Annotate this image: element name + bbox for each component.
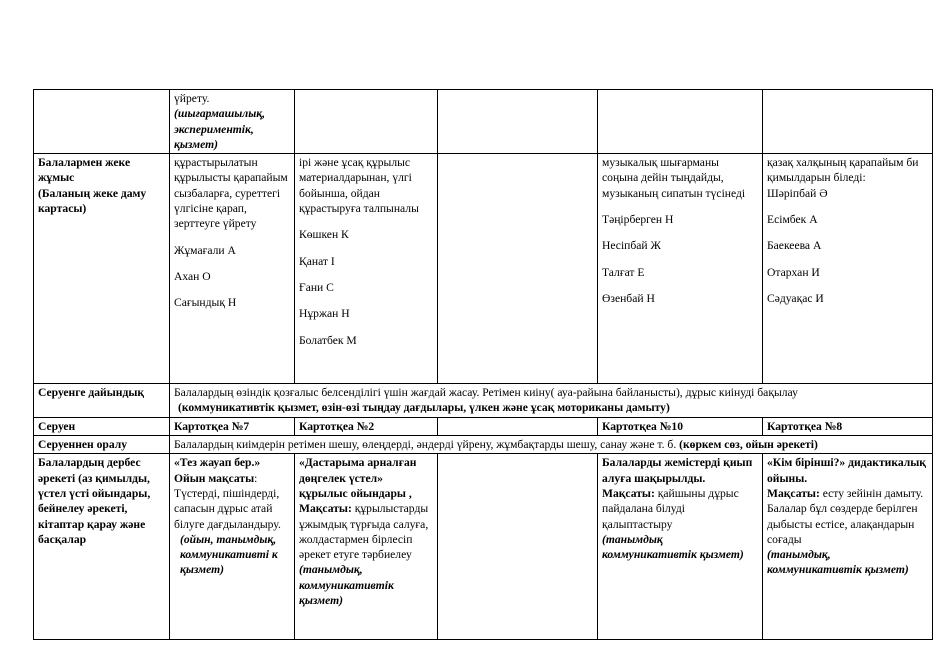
child-name: Тәңірберген Н — [602, 213, 674, 227]
card-number: Картотқеа №2 — [299, 419, 375, 433]
table-cell — [598, 454, 763, 640]
cell-text: ірі және ұсақ құрылыс материалдарынан, үлгі бойынша, ойдан құрастыруға талпыналы — [299, 156, 419, 216]
table-row — [34, 90, 933, 154]
activity-note: (шығармашылық, экспериментік, қызмет) — [174, 107, 266, 151]
row-label-cell — [34, 384, 170, 418]
table-cell — [763, 154, 933, 384]
table-cell: «Тез жауап бер.» Ойын мақсаты: Түстерді, пішіндерді, сапасын дұрыс атай білуге дағдыландыру. (ойын, танымдық, коммуникативті к қызмет) — [170, 454, 295, 640]
cell-text: Түстерді, пішіндерді, сапасын дұрыс атай білуге дағдыландыру. — [174, 486, 281, 531]
table-row — [34, 454, 933, 640]
child-name: Өзенбай Н — [602, 291, 655, 305]
child-name: Нұржан Н — [299, 307, 350, 321]
goal-label: Мақсаты: — [767, 486, 820, 500]
game-title: «Кім бірінші?» дидактикалық ойыны. — [767, 456, 926, 485]
child-name: Шәріпбай Ә — [767, 186, 828, 200]
child-name: Ахан О — [174, 269, 211, 283]
table-cell — [763, 454, 933, 640]
game-title: «Тез жауап бер.» Ойын мақсаты — [174, 456, 261, 485]
table-row — [34, 154, 933, 384]
child-name: Болатбек М — [299, 333, 357, 347]
cell-text: музыкалық шығарманы соңына дейін тыңдайды, музыканың сипатын түсінеді — [602, 156, 746, 200]
cell-text: қазақ халқының қарапайым би қимылдарын біледі: — [767, 156, 919, 185]
card-number: Картотқеа №8 — [767, 419, 843, 433]
table-cell — [438, 454, 598, 640]
child-name: Сағындық Н — [174, 296, 237, 310]
row-label-sub: (Баланың жеке даму картасы) — [38, 186, 147, 216]
row-label-cell — [34, 417, 170, 435]
row-label-cell — [34, 154, 170, 384]
table-cell — [438, 90, 598, 154]
table-cell — [763, 417, 933, 435]
table-cell — [34, 90, 170, 154]
child-name: Сәдуақас И — [767, 291, 824, 305]
table-row — [34, 417, 933, 435]
child-name: Баекеева А — [767, 239, 822, 253]
game-title: «Дастарыма арналған дөңгелек үстел» құрылыс ойындары , — [299, 456, 417, 500]
cell-text: Балалардың киімдерін ретімен шешу, өлеңдерді, әндерді үйрену, жұмбақтарды шешу, санау және т. б. — [174, 438, 680, 452]
goal-label: Мақсаты: — [602, 486, 655, 500]
table-cell — [295, 454, 438, 640]
table-cell — [438, 417, 598, 435]
daily-plan-table — [33, 89, 933, 640]
table-cell — [170, 90, 295, 154]
table-cell — [170, 417, 295, 435]
child-name: Қанат І — [299, 254, 335, 268]
table-cell — [598, 90, 763, 154]
child-name: Жұмағали А — [174, 243, 236, 257]
game-title: Балаларды жемістерді қиып алуға шақырылды. — [602, 456, 753, 485]
row-label-cell — [34, 436, 170, 454]
row-label: Серуеннен оралу — [38, 438, 128, 452]
activity-note: (танымдық коммуникативтік қызмет) — [602, 532, 744, 562]
cell-text: есту зейінін дамыту. Балалар бұл сөздерде берілген дыбысты естісе, алақандарын соғады — [767, 486, 924, 546]
activity-note: (көркем сөз, ойын әрекеті) — [679, 438, 818, 452]
activity-note: (танымдық, коммуникативтік қызмет) — [767, 548, 909, 577]
table-cell — [438, 154, 598, 384]
row-label: Серуенге дайындық — [38, 386, 145, 400]
activity-note: (коммуникативтік қызмет, өзін-өзі тыңдау дағдылары, үлкен және ұсақ моториканы дамыту) — [178, 401, 670, 415]
cell-text: құрастырылатын құрылысты қарапайым сызбаларға, суреттегі үлгісіне қарап, зерттеуге үйрету — [174, 156, 288, 231]
table-cell — [598, 154, 763, 384]
cell-text: Балалардың өзіндік қозғалыс белсенділігі үшін жағдай жасау. Ретімен киіну( ауа-райына байланысты), дұрыс киінуді бақылау — [174, 386, 798, 400]
cell-text: қайшыны дұрыс пайдалана білуді қалыптастыру — [602, 486, 739, 531]
table-cell — [763, 90, 933, 154]
child-name: Көшкен К — [299, 228, 349, 242]
cell-text: құрылыстарды ұжымдық түрғыда салуға, жолдастармен бірлесіп әрекет етуге тәрбиелеу — [299, 502, 429, 562]
row-label-cell — [34, 454, 170, 640]
cell-text: үйрету. — [174, 92, 210, 105]
card-number: Картотқеа №7 — [174, 419, 250, 433]
table-cell — [598, 417, 763, 435]
row-label: Серуен — [38, 419, 76, 433]
activity-note: (ойын, танымдық, коммуникативті к қызмет) — [180, 532, 278, 577]
child-name: Талғат Е — [602, 265, 645, 279]
table-row — [34, 384, 933, 418]
table-cell — [170, 154, 295, 384]
row-label: Балалардың дербес әрекеті (аз қимылды, үстел үсті ойындары, бейнелеу әрекеті, кітаптар қарау және басқалар — [38, 456, 151, 546]
table-cell — [295, 417, 438, 435]
table-cell — [295, 154, 438, 384]
child-name: Ғани С — [299, 280, 334, 294]
child-name: Есімбек А — [767, 213, 818, 227]
card-number: Картотқеа №10 — [602, 419, 683, 433]
goal-label: Мақсаты: — [299, 502, 352, 516]
activity-note: (танымдық, коммуникативтік қызмет) — [299, 563, 394, 608]
row-label: Балалармен жеке жұмыс — [38, 156, 131, 185]
table-row — [34, 436, 933, 454]
table-cell — [170, 384, 933, 418]
child-name: Отархан И — [767, 265, 820, 279]
table-cell — [295, 90, 438, 154]
child-name: Несіпбай Ж — [602, 239, 661, 253]
table-cell — [170, 436, 933, 454]
